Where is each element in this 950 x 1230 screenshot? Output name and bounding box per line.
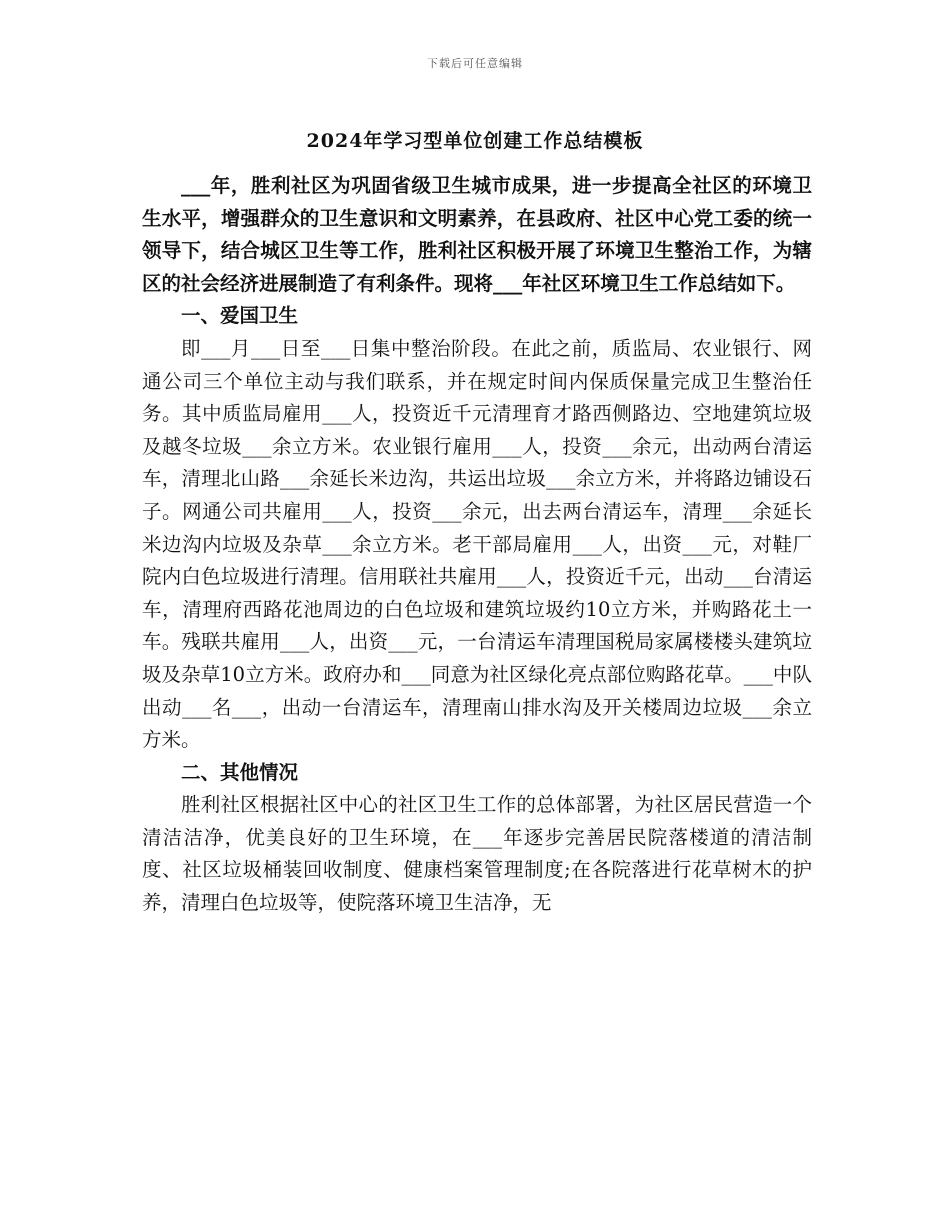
section-heading-other: 二、其他情况 [181, 760, 299, 784]
intro-paragraph: ___年，胜利社区为巩固省级卫生城市成果，进一步提高全社区的环境卫生水平，增强群众的卫生意识和文明素养，在县政府、社区中心党工委的统一领导下，结合城区卫生等工作，胜利社区积极开展了环境卫生整治工作，为辖区的社会经济进展制造了有利条件。现将___年社区环境卫生工作总结如下。 [142, 174, 812, 295]
page-header-note: 下载后可任意编辑 [427, 57, 523, 70]
section-body-other: 胜利社区根据社区中心的社区卫生工作的总体部署，为社区居民营造一个清洁洁净，优美良好的卫生环境，在___年逐步完善居民院落楼道的清洁制度、社区垃圾桶装回收制度、健康档案管理制度;在各院落进行花草树木的护养，清理白色垃圾等，使院落环境卫生洁净，无 [142, 793, 812, 915]
document-body [142, 170, 812, 920]
document-title: 2024年学习型单位创建工作总结模板 [306, 130, 644, 152]
section-heading-patriotic-health: 一、爱国卫生 [181, 304, 299, 328]
section-body-patriotic-health: 即___月___日至___日集中整治阶段。在此之前，质监局、农业银行、网通公司三个单位主动与我们联系，并在规定时间内保质保量完成卫生整治任务。其中质监局雇用___人，投资近千元清理育才路西侧路边、空地建筑垃圾及越冬垃圾___余立方米。农业银行雇用___人，投资___余元，出动两台清运车，清理北山路___余延长米边沟，共运出垃圾___余立方米，并将路边铺设石子。网通公司共雇用___人，投资___余元，出去两台清运车，清理___余延长米边沟内垃圾及杂草___余立方米。老干部局雇用___人，出资___元，对鞋厂院内白色垃圾进行清理。信用联社共雇用___人，投资近千元，出动___台清运车，清理府西路花池周边的白色垃圾和建筑垃圾约10立方米，并购路花土一车。残联共雇用___人，出资___元，一台清运车清理国税局家属楼楼头建筑垃圾及杂草10立方米。政府办和___同意为社区绿化亮点部位购路花草。___中队出动___名___，出动一台清运车，清理南山排水沟及开关楼周边垃圾___余立方米。 [142, 336, 812, 752]
